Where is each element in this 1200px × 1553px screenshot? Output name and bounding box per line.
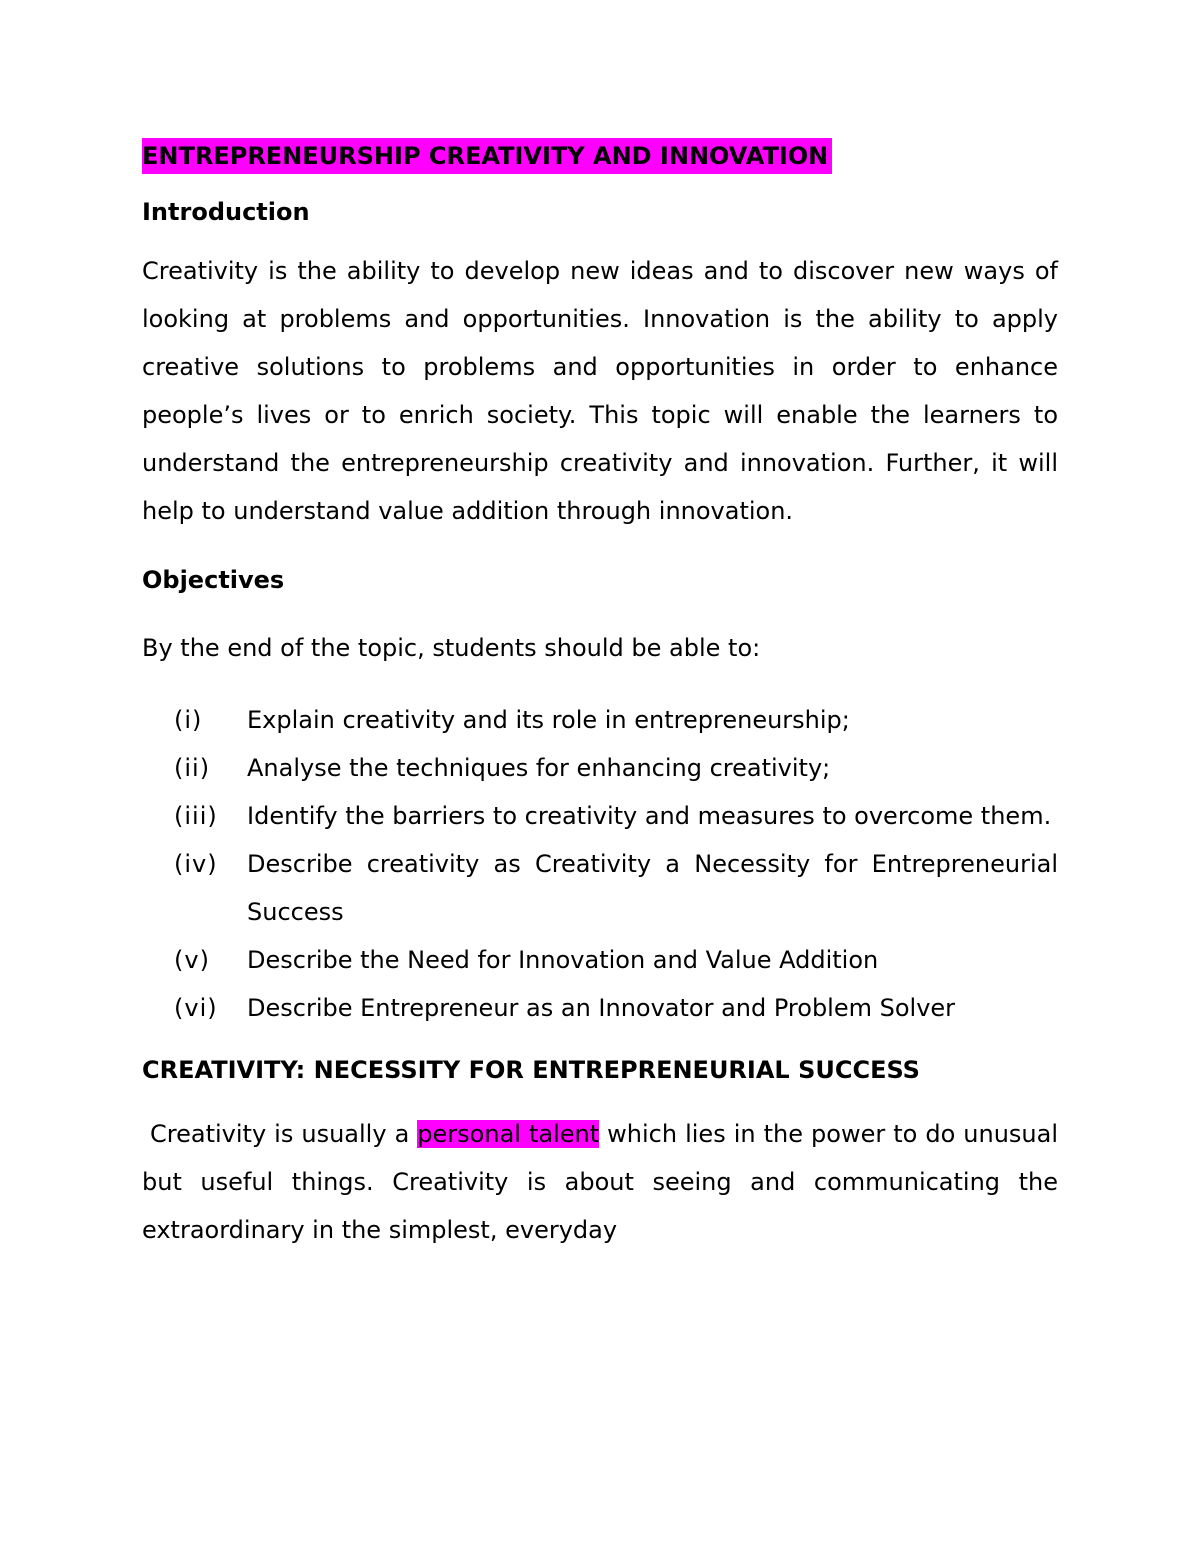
objectives-list — [142, 696, 1058, 1032]
objective-item — [142, 840, 1058, 936]
objective-item — [142, 936, 1058, 984]
introduction-paragraph: Creativity is the ability to develop new ideas and to discover new ways of looking at problems and opportunities. Innovation is the ability to apply creative solutions to problems and opportunities in order to enhance people’s lives or to enrich society. This topic will enable the learners to understand the entrepreneurship creativity and innovation. Further, it will help to understand value addition through innovation. — [142, 257, 1058, 525]
objective-text: Describe the Need for Innovation and Value Addition — [247, 946, 879, 974]
creativity-paragraph — [142, 1110, 1058, 1254]
document-title: ENTREPRENEURSHIP CREATIVITY AND INNOVATION — [142, 138, 832, 174]
creativity-heading: CREATIVITY: NECESSITY FOR ENTREPRENEURIAL SUCCESS — [142, 1056, 920, 1084]
highlighted-phrase: personal talent — [417, 1120, 600, 1148]
objective-item — [142, 792, 1058, 840]
objective-number: (v) — [174, 946, 210, 974]
objective-number: (i) — [174, 706, 203, 734]
objective-text: Describe Entrepreneur as an Innovator and Problem Solver — [247, 994, 956, 1022]
objective-text: Describe creativity as Creativity a Necessity for Entrepreneurial Success — [247, 850, 1058, 926]
objectives-heading: Objectives — [142, 566, 285, 594]
objective-item — [142, 984, 1058, 1032]
objective-item — [142, 696, 1058, 744]
introduction-heading: Introduction — [142, 198, 310, 226]
objectives-lead: By the end of the topic, students should be able to: — [142, 634, 761, 662]
objective-text: Explain creativity and its role in entrepreneurship; — [247, 706, 850, 734]
creativity-text-before: Creativity is usually a — [150, 1120, 418, 1148]
creativity-text-after: which lies in the power to do unusual but useful things. Creativity is about seeing and communicating the extraordinary in the simplest, everyday — [142, 1120, 1058, 1244]
objective-text: Identify the barriers to creativity and measures to overcome them. — [247, 802, 1052, 830]
document-page — [142, 138, 1058, 1254]
objective-number: (iii) — [174, 802, 218, 830]
objective-number: (ii) — [174, 754, 211, 782]
objective-number: (vi) — [174, 994, 218, 1022]
objective-number: (iv) — [174, 850, 218, 878]
objective-item — [142, 744, 1058, 792]
objective-text: Analyse the techniques for enhancing creativity; — [247, 754, 831, 782]
